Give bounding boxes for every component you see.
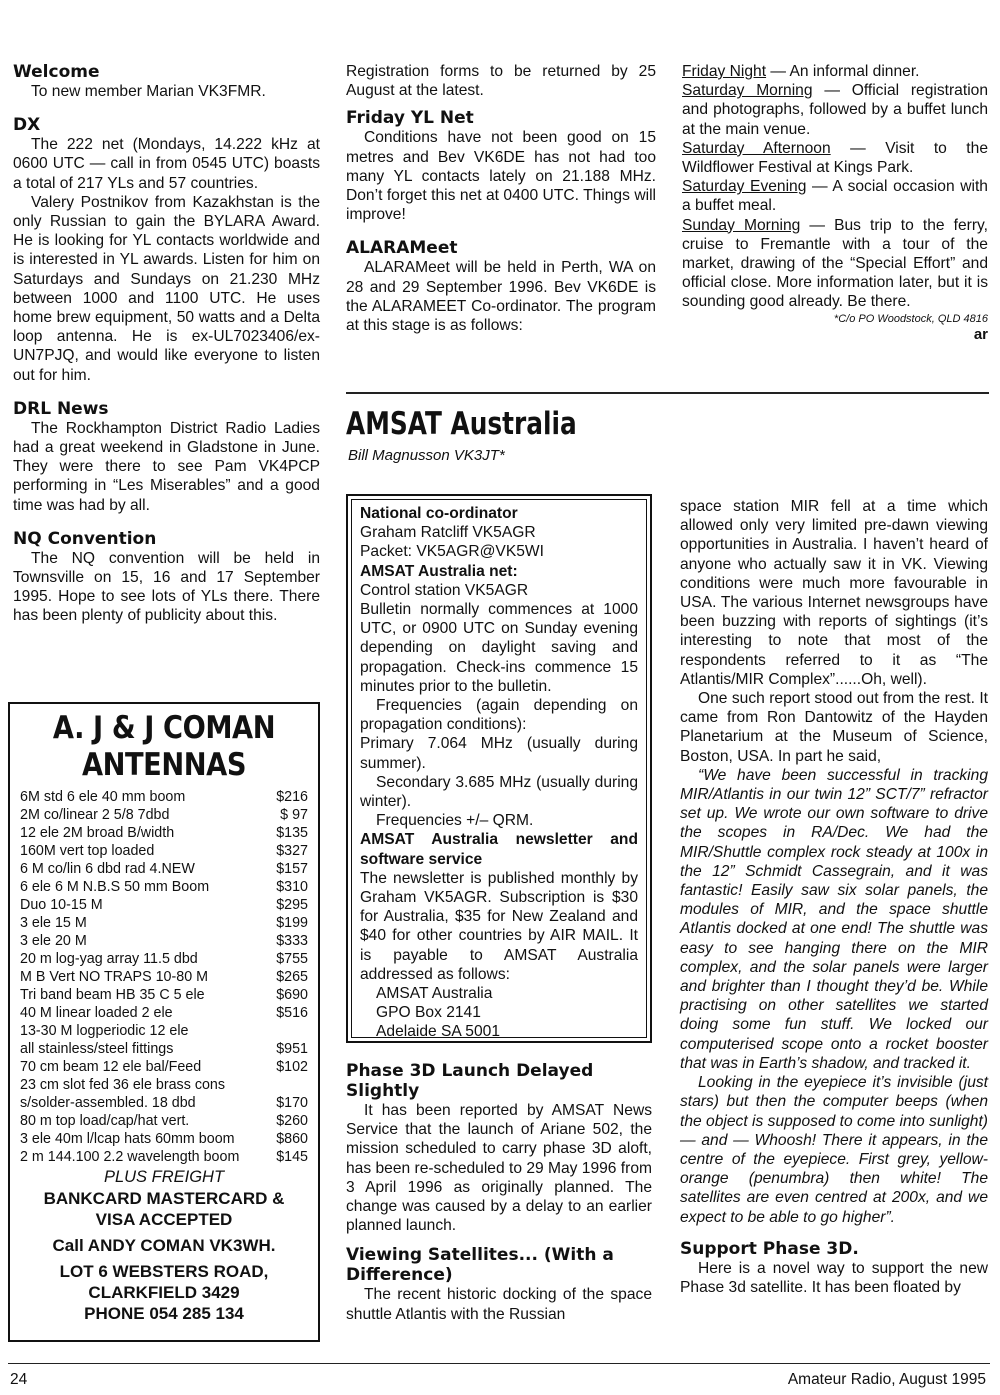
alarameet-text: ALARAMeet will be held in Perth, WA on 28 and 29 September 1996. Bev VK6DE is the ALARAMEET Co-ordinator. The program at this stage is as follows:: [346, 259, 656, 335]
footer-rule: [8, 1363, 990, 1364]
drl-text: The Rockhampton District Radio Ladies had a great weekend in Gladstone in June. They were there to see Pam VK4PCP performing in “Les Miserables” and a good time was had by all.: [13, 419, 320, 514]
dx-paragraph-2: Valery Postnikov from Kazakhstan is the only Russian to gain the BYLARA Award. He is looking for YL contacts worldwide and is interested in YL awards. Listen for him on Saturdays and Sundays on 21.230 MHz between 1000 and 1100 UTC. He uses home brew equipment, 50 watts and a Delta loop antenna. He is ex-UL7023406/ex-UN7PJQ, and would like everyone to listen out for him.: [13, 193, 320, 384]
ad-item-price: $951: [276, 1041, 308, 1057]
support-heading: Support Phase 3D.: [680, 1238, 859, 1259]
ad-item-name: 23 cm slot fed 36 ele brass cons: [20, 1077, 226, 1093]
amsat-title: AMSAT Australia: [346, 406, 577, 442]
ad-item-name: 40 M linear loaded 2 ele: [20, 1005, 173, 1021]
box-frequencies: Frequencies (again depending on propagation conditions):: [360, 697, 638, 734]
program-item: [682, 177, 988, 215]
program-item: [682, 216, 988, 312]
program-item-label: Saturday Afternoon: [682, 139, 831, 157]
mir-quote-1: “We have been successful in tracking MIR/Atlantis in our twin 12” SCT/7” refractor set up. We wrote our own software to drive the scopes in RA/Dec. We had the MIR/Shuttle complex rock steady at 100x in the 12” Schmidt Cassegrain, and it was fantastic! Easily saw six solar panels, the modules of MIR, and the space shuttle Atlantis docked at one end! The shuttle was easy to see hanging there on the MIR complex, and the solar panels were larger and brighter than I thought they’d be. While practising on other satellites we started doing some fun stuff. We locked our computerised scope onto a rocket booster that was in Earth’s shadow, and tracked it.: [680, 766, 988, 1072]
ad-item-price: $199: [276, 915, 308, 931]
ad-item-price: $516: [276, 1005, 308, 1021]
registration-text: Registration forms to be returned by 25 August at the latest.: [346, 63, 656, 100]
ad-price-row: [20, 1058, 308, 1076]
program-item-text: — A social occasion with a buffet meal.: [682, 178, 988, 215]
program-item: [682, 81, 988, 139]
ad-title-line-2: ANTENNAS: [81, 747, 247, 783]
friday-net-text: Conditions have not been good on 15 metres and Bev VK6DE has not had too many YL contacts lately on 21.188 MHz. Don’t forget this net at 0400 UTC. Things will improve!: [346, 129, 656, 224]
mir-paragraph-2: One such report stood out from the rest. It came from Ron Dantowitz of the Hayden Planetarium at the Museum of Science, Boston, USA. In part he said,: [680, 690, 988, 765]
right-top-column: [682, 62, 988, 344]
box-heading-net: AMSAT Australia net:: [360, 562, 518, 580]
ad-item-price: $145: [276, 1149, 308, 1165]
program-item: [682, 139, 988, 177]
ad-price-row: [20, 1040, 308, 1058]
friday-net-heading: Friday YL Net: [346, 108, 474, 129]
ad-item-price: $327: [276, 843, 308, 859]
ad-item-name: 80 m top load/cap/hat vert.: [20, 1113, 190, 1129]
amsat-byline: Bill Magnusson VK3JT*: [348, 447, 505, 464]
ad-item-name: 3 ele 20 M: [20, 933, 87, 949]
program-item: [682, 62, 988, 81]
ad-price-row: [20, 932, 308, 950]
ad-item-name: 2 m 144.100 2.2 wavelength boom: [20, 1149, 240, 1165]
welcome-heading: Welcome: [13, 62, 100, 82]
ad-item-name: 2M co/linear 2 5/8 7dbd: [20, 807, 170, 823]
support-text: Here is a novel way to support the new Phase 3d satellite. It has been floated by: [680, 1259, 988, 1296]
ad-item-price: $135: [276, 825, 308, 841]
ad-call: Call ANDY COMAN VK3WH.: [52, 1236, 276, 1255]
publication-name: Amateur Radio, August 1995: [787, 1371, 986, 1388]
box-coordinator-name: Graham Ratcliff VK5AGR: [360, 524, 536, 542]
amsat-info-box-inner: [351, 499, 647, 1041]
ad-price-row: [20, 878, 308, 896]
ad-item-name: all stainless/steel fittings: [20, 1041, 174, 1057]
ad-item-price: $690: [276, 987, 308, 1003]
ad-cards-line-2: VISA ACCEPTED: [95, 1210, 233, 1229]
box-address-line-1: AMSAT Australia: [376, 985, 493, 1003]
program-item-label: Friday Night: [682, 63, 767, 80]
box-primary: Primary 7.064 MHz (usually during summer).: [360, 735, 638, 772]
program-item-text: — Official registration and photographs, followed by a buffet lunch at the main venue.: [682, 82, 988, 138]
ad-item-name: 70 cm beam 12 ele bal/Feed: [20, 1059, 202, 1075]
box-heading-coordinator: National co-ordinator: [360, 505, 518, 522]
phase3d-text: It has been reported by AMSAT News Service that the launch of Ariane 502, the mission scheduled to carry phase 3D aloft, has been re-scheduled to 29 May 1996 from 3 April 1996 as originally planned. The change was caused by a delay to an earlier planned launch.: [346, 1102, 652, 1235]
box-address-line-3: Adelaide SA 5001: [376, 1023, 500, 1041]
program-list: [682, 62, 988, 312]
ad-item-name: M B Vert NO TRAPS 10-80 M: [20, 969, 209, 985]
mir-quote-2: Looking in the eyepiece it’s invisible (just stars) but then the computer beeps (when the object is supposed to come into sunlight) — and — Whoosh! There it appears, in the centre of the eyepiece. First grey, yellow-orange (penumbra) then white! The satellites are even centred at 200x, and we expect to be able to go higher”.: [680, 1074, 988, 1226]
ad-item-price: $310: [276, 879, 308, 895]
ad-price-row: [20, 1004, 308, 1022]
alarameet-heading: ALARAMeet: [346, 238, 458, 259]
ad-price-row: [20, 1076, 308, 1094]
ad-price-list: [20, 788, 308, 1166]
box-packet: Packet: VK5AGR@VK5WI: [360, 543, 544, 561]
ad-address-line-1: LOT 6 WEBSTERS ROAD,: [59, 1262, 269, 1281]
ad-item-price: $333: [276, 933, 308, 949]
box-secondary: Secondary 3.685 MHz (usually during winter).: [360, 773, 638, 811]
box-newsletter-text: The newsletter is published monthly by Graham VK5AGR. Subscription is $30 for Australia, $35 for New Zealand and $40 for other countries by AIR MAIL. It is payable to AMSAT Australia addressed as follows:: [360, 869, 638, 983]
dx-heading: DX: [13, 115, 41, 136]
ad-item-price: $102: [276, 1059, 308, 1075]
ad-item-name: 3 ele 15 M: [20, 915, 87, 931]
ad-item-price: $755: [276, 951, 308, 967]
coman-antennas-ad: [8, 702, 320, 1342]
viewing-heading: Viewing Satellites... (With a Difference): [346, 1245, 614, 1286]
drl-heading: DRL News: [13, 398, 109, 419]
ad-item-name: Tri band beam HB 35 C 5 ele: [20, 987, 205, 1003]
program-item-label: Sunday Morning: [682, 216, 801, 234]
author-address: *C/o PO Woodstock, QLD 4816: [833, 312, 988, 325]
ad-price-row: [20, 806, 308, 824]
ad-item-name: s/solder-assembled. 18 dbd: [20, 1095, 196, 1111]
ad-item-price: $157: [276, 861, 308, 877]
program-item-label: Saturday Evening: [682, 178, 807, 196]
section-divider: [346, 392, 989, 394]
ad-cards-line-1: BANKCARD MASTERCARD &: [43, 1189, 285, 1208]
ad-price-row: [20, 1094, 308, 1112]
ad-phone: PHONE 054 285 134: [84, 1304, 244, 1323]
ad-price-row: [20, 860, 308, 878]
ad-price-row: [20, 914, 308, 932]
ad-price-row: [20, 842, 308, 860]
ad-freight: PLUS FREIGHT: [103, 1168, 225, 1186]
ad-price-row: [20, 1148, 308, 1166]
mir-paragraph-1: space station MIR fell at a time which allowed only very limited pre-dawn viewing opportunities in Australia. I haven’t heard of anyone who actually saw it in VK. Viewing conditions were much more favourable in USA. The various Internet newsgroups have been buzzing with reports of sightings (it’s interesting to note that most of the respondents referred to it as “The Atlantis/MIR Complex”......Oh, well).: [680, 498, 988, 688]
ad-item-name: 160M vert top loaded: [20, 843, 155, 859]
ad-price-row: [20, 950, 308, 968]
ad-item-name: 6 M co/lin 6 dbd rad 4.NEW: [20, 861, 195, 877]
box-heading-newsletter: AMSAT Australia newsletter and software service: [360, 831, 638, 868]
ad-item-name: 20 m log-yag array 11.5 dbd: [20, 951, 198, 967]
ad-title-line-1: A. J & J COMAN: [52, 710, 276, 746]
ad-price-row: [20, 1022, 308, 1040]
ad-item-name: 12 ele 2M broad B/width: [20, 825, 175, 841]
welcome-text: To new member Marian VK3FMR.: [31, 83, 266, 100]
ad-price-row: [20, 788, 308, 806]
ad-price-row: [20, 986, 308, 1004]
box-address-line-2: GPO Box 2141: [376, 1004, 481, 1022]
ad-item-price: $260: [276, 1113, 308, 1129]
ad-item-price: $170: [276, 1095, 308, 1111]
ad-item-name: 6 ele 6 M N.B.S 50 mm Boom: [20, 879, 210, 895]
ad-item-name: 13-30 M logperiodic 12 ele: [20, 1023, 189, 1039]
box-bulletin: Bulletin normally commences at 1000 UTC, or 0900 UTC on Sunday evening depending on daylight saving and propagation. Check-ins commence 15 minutes prior to the bulletin.: [360, 601, 638, 695]
end-mark: ar: [973, 325, 988, 343]
ad-item-name: 6M std 6 ele 40 mm boom: [20, 789, 186, 805]
middle-top-column: [346, 62, 656, 335]
ad-item-price: $216: [276, 789, 308, 805]
right-bottom-column: [680, 497, 988, 1297]
box-control-station: Control station VK5AGR: [360, 581, 529, 599]
ad-price-row: [20, 1130, 308, 1148]
ad-item-price: $860: [276, 1131, 308, 1147]
page-number: 24: [10, 1371, 28, 1388]
left-column: [13, 62, 320, 626]
ad-price-row: [20, 1112, 308, 1130]
ad-item-price: $265: [276, 969, 308, 985]
ad-item-name: 3 ele 40m l/lcap hats 60mm boom: [20, 1131, 235, 1147]
nq-text: The NQ convention will be held in Townsville on 15, 16 and 17 September 1995. Hope to see lots of YLs there. There has been plenty of publicity about this.: [13, 549, 320, 625]
viewing-text: The recent historic docking of the space shuttle Atlantis with the Russian: [346, 1286, 652, 1323]
middle-bottom-column: [346, 1061, 652, 1324]
amsat-info-box: [346, 494, 652, 1043]
program-item-text: — Bus trip to the ferry, cruise to Fremantle with a tour of the market, drawing of the “Special Effort” and official close. More information later, but it is sounding good already. Be there.: [682, 216, 988, 311]
program-item-text: — An informal dinner.: [766, 63, 920, 80]
phase3d-heading: Phase 3D Launch Delayed Slightly: [346, 1061, 594, 1101]
ad-price-row: [20, 824, 308, 842]
box-qrm: Frequencies +/– QRM.: [376, 812, 534, 830]
ad-price-row: [20, 968, 308, 986]
program-item-text: — Visit to the Wildflower Festival at Kings Park.: [682, 139, 988, 177]
ad-address-line-2: CLARKFIELD 3429: [88, 1283, 240, 1302]
dx-paragraph-1: The 222 net (Mondays, 14.222 kHz at 0600 UTC — call in from 0545 UTC) boasts a total of 217 YLs and 57 countries.: [13, 136, 320, 192]
ad-price-row: [20, 896, 308, 914]
program-item-label: Saturday Morning: [682, 82, 813, 100]
ad-item-price: $ 97: [280, 807, 308, 823]
ad-item-name: Duo 10-15 M: [20, 897, 103, 913]
nq-heading: NQ Convention: [13, 528, 157, 549]
ad-item-price: $295: [276, 897, 308, 913]
